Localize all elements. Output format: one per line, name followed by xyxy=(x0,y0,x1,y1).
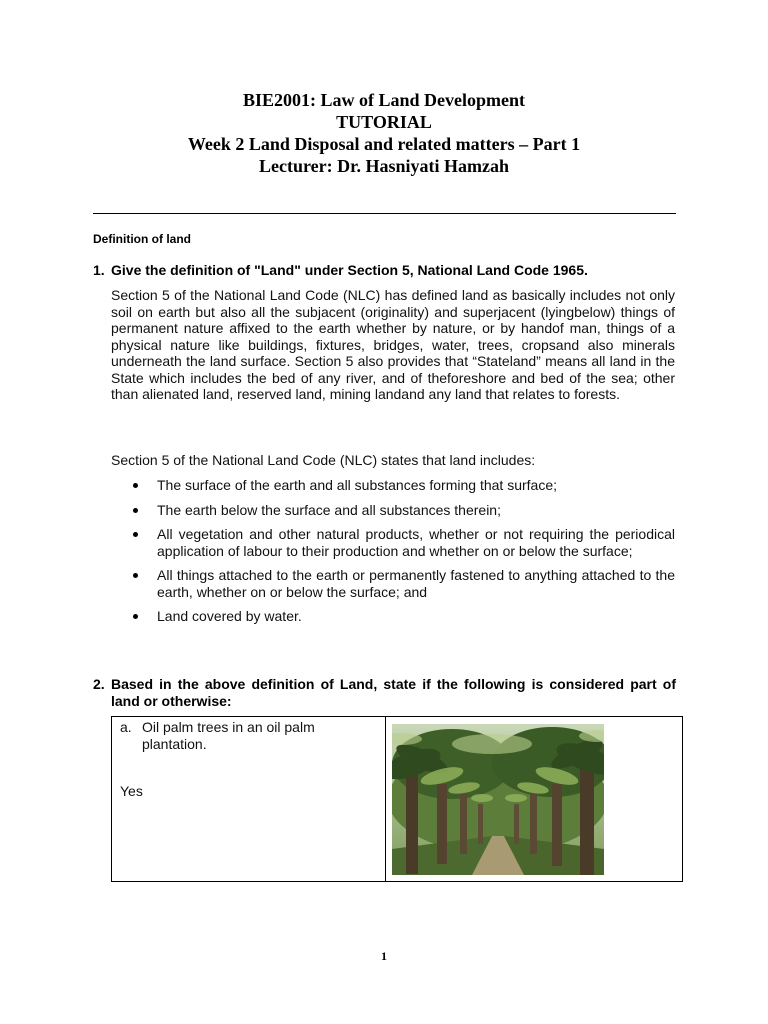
page-number: 1 xyxy=(381,949,387,963)
item-a-letter: a. xyxy=(120,719,132,735)
list-item: All things attached to the earth or permanently fastened to anything attached to the earth, whether on or below the surface; and xyxy=(111,567,675,600)
oil-palm-plantation-photo xyxy=(392,724,604,875)
document-type: TUTORIAL xyxy=(336,112,432,132)
bullet-icon xyxy=(133,483,138,488)
answer-1-paragraph-2: Section 5 of the National Land Code (NLC) states that land includes: xyxy=(111,452,536,468)
list-item: Land covered by water. xyxy=(111,608,675,625)
land-includes-list xyxy=(111,477,675,633)
list-item: The surface of the earth and all substances forming that surface; xyxy=(111,477,675,494)
section-heading: Definition of land xyxy=(93,232,191,246)
question-2 xyxy=(93,676,676,710)
week-title: Week 2 Land Disposal and related matters – Part 1 xyxy=(187,134,581,154)
table-column-divider xyxy=(385,717,386,881)
answer-1-paragraph-1: Section 5 of the National Land Code (NLC) has defined land as basically includes not only soil on earth but also all the subjacent (originality) and superjacent (lyingbelow) things of permanent nature affixed to the earth whether by nature, or by handof man, things of a physical nature like buildings, fixtures, bridges, water, trees, cropsand also minerals underneath the land surface. Section 5 also provides that “Stateland” means all land in the State which includes the bed of any river, and of theforeshore and bed of the sea; other than alienated land, reserved land, mining landand any land that relates to forests. xyxy=(111,287,675,402)
course-title: BIE2001: Law of Land Development xyxy=(242,90,525,110)
document-header xyxy=(93,89,675,177)
item-a-answer: Yes xyxy=(120,783,143,799)
header-divider xyxy=(93,213,676,214)
list-item: All vegetation and other natural products, whether or not requiring the periodical application of labour to their production and whether on or below the surface; xyxy=(111,526,675,559)
question-2-number: 2. xyxy=(93,676,105,692)
question-2-text: Based in the above definition of Land, state if the following is considered part of land or otherwise: xyxy=(111,676,676,709)
bullet-icon xyxy=(133,508,138,513)
bullet-icon xyxy=(133,573,138,578)
list-item: The earth below the surface and all substances therein; xyxy=(111,502,675,519)
table-cell-item-a xyxy=(120,719,378,800)
lecturer-name: Lecturer: Dr. Hasniyati Hamzah xyxy=(259,156,509,176)
item-a-text: Oil palm trees in an oil palm plantation. xyxy=(142,719,315,752)
question-1-number: 1. xyxy=(93,262,105,278)
question-2-table xyxy=(111,716,683,882)
bullet-icon xyxy=(133,614,138,619)
question-1 xyxy=(93,262,676,279)
bullet-icon xyxy=(133,532,138,537)
question-1-text: Give the definition of "Land" under Section 5, National Land Code 1965. xyxy=(111,262,588,278)
